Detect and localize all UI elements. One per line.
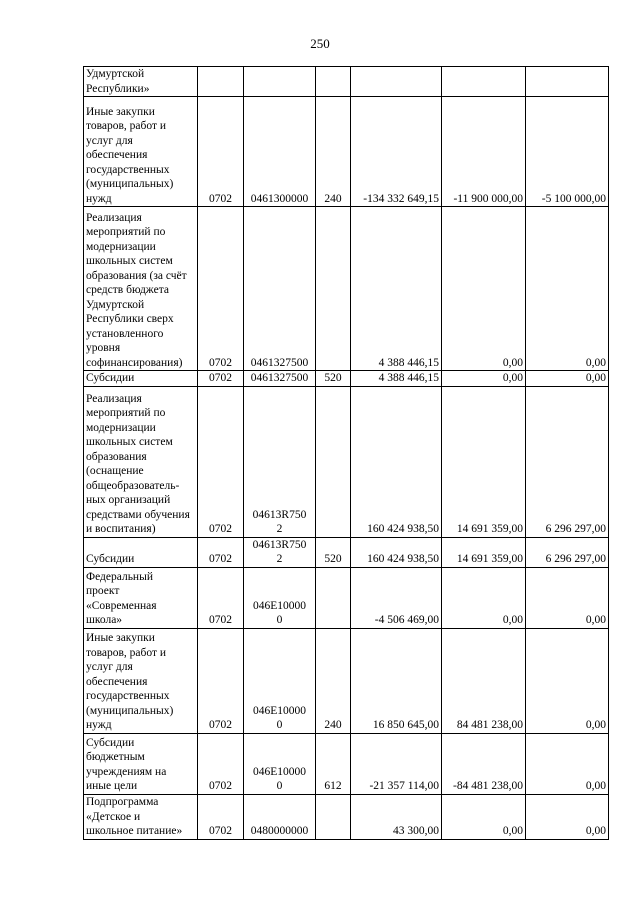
target-article-cell: [244, 97, 316, 207]
target-article-cell: [244, 794, 316, 839]
amount-year2-cell: 84 481 238,00: [442, 628, 526, 733]
expense-type-cell: 520: [316, 537, 351, 567]
row-name-line: школа»: [86, 614, 123, 626]
amount-year2-cell: -11 900 000,00: [442, 97, 526, 207]
amount-year1-cell: 16 850 645,00: [351, 628, 442, 733]
row-name-cell: [84, 386, 198, 537]
expense-type-cell: [316, 794, 351, 839]
row-name-line: школьных систем: [86, 255, 173, 267]
target-article-cell: [244, 67, 316, 97]
row-name-line: «Детское и: [86, 810, 141, 823]
amount-year2-cell: 14 691 359,00: [442, 386, 526, 537]
target-article-line: 0: [276, 719, 283, 731]
row-name-line: «Современная: [86, 599, 157, 612]
target-article-line: 0461300000: [250, 192, 309, 205]
target-article-line: 04613R750: [252, 538, 307, 551]
row-name-line: нужд: [86, 192, 112, 205]
table-row: [84, 567, 609, 628]
row-name-cell: [84, 371, 198, 387]
row-name-cell: [84, 207, 198, 371]
row-name-line: Удмуртской: [86, 298, 145, 311]
table-body: [84, 67, 609, 840]
row-name-cell: [84, 537, 198, 567]
row-name-line: государственных: [86, 163, 170, 176]
section-code-cell: [198, 67, 244, 97]
budget-table: [83, 66, 609, 840]
table-row: [84, 628, 609, 733]
row-name-line: Реализация: [86, 392, 142, 405]
row-name-line: ных организаций: [86, 494, 171, 506]
row-name-line: Республики»: [86, 82, 150, 95]
section-code-cell: 0702: [198, 386, 244, 537]
row-name-line: мероприятий по: [86, 226, 166, 238]
row-name-line: мероприятий по: [86, 407, 166, 419]
expense-type-cell: [316, 386, 351, 537]
table-row: [84, 207, 609, 371]
row-name-line: обеспечения: [86, 149, 148, 161]
expense-type-cell: 240: [316, 97, 351, 207]
amount-year3-cell: 0,00: [526, 733, 609, 794]
row-name-line: модернизации: [86, 240, 156, 253]
amount-year2-cell: 14 691 359,00: [442, 537, 526, 567]
row-name-line: (муниципальных): [86, 178, 174, 190]
row-name-line: Удмуртской: [86, 68, 145, 80]
section-code-cell: 0702: [198, 537, 244, 567]
row-name-line: Федеральный: [86, 570, 153, 583]
target-article-line: 046E10000: [252, 765, 307, 778]
table-row: [84, 67, 609, 97]
row-name-cell: [84, 733, 198, 794]
amount-year1-cell: 160 424 938,50: [351, 537, 442, 567]
row-name-line: государственных: [86, 690, 170, 702]
table-row: [84, 794, 609, 839]
section-code-cell: 0702: [198, 628, 244, 733]
target-article-line: 2: [276, 553, 283, 565]
amount-year3-cell: 6 296 297,00: [526, 386, 609, 537]
row-name-line: Субсидии: [86, 372, 135, 384]
expense-type-cell: [316, 567, 351, 628]
row-name-cell: [84, 794, 198, 839]
row-name-line: (муниципальных): [86, 704, 174, 717]
row-name-line: образования: [86, 450, 147, 463]
target-article-cell: [244, 371, 316, 387]
row-name-line: бюджетным: [86, 751, 145, 763]
amount-year2-cell: 0,00: [442, 794, 526, 839]
target-article-line: 0: [276, 780, 283, 792]
table-row: [84, 537, 609, 567]
amount-year3-cell: [526, 67, 609, 97]
amount-year2-cell: [442, 67, 526, 97]
target-article-cell: [244, 567, 316, 628]
amount-year1-cell: -21 357 114,00: [351, 733, 442, 794]
row-name-line: уровня: [86, 342, 121, 354]
row-name-line: образования (за счёт: [86, 269, 187, 282]
target-article-cell: [244, 733, 316, 794]
row-name-cell: [84, 567, 198, 628]
target-article-line: 046E10000: [252, 704, 307, 717]
amount-year3-cell: 0,00: [526, 628, 609, 733]
amount-year2-cell: 0,00: [442, 207, 526, 371]
row-name-line: учреждениям на: [86, 765, 167, 778]
expense-type-cell: [316, 207, 351, 371]
amount-year1-cell: -134 332 649,15: [351, 97, 442, 207]
row-name-line: Республики сверх: [86, 313, 174, 325]
section-code-cell: 0702: [198, 733, 244, 794]
target-article-line: 0461327500: [250, 356, 309, 369]
amount-year2-cell: 0,00: [442, 371, 526, 387]
row-name-line: средств бюджета: [86, 284, 169, 296]
row-name-line: товаров, работ и: [86, 120, 167, 132]
amount-year1-cell: 4 388 446,15: [351, 207, 442, 371]
target-article-cell: [244, 537, 316, 567]
amount-year1-cell: 4 388 446,15: [351, 371, 442, 387]
target-article-cell: [244, 207, 316, 371]
section-code-cell: 0702: [198, 794, 244, 839]
target-article-line: 046E10000: [252, 599, 307, 612]
amount-year2-cell: -84 481 238,00: [442, 733, 526, 794]
row-name-cell: [84, 67, 198, 97]
amount-year3-cell: 0,00: [526, 794, 609, 839]
section-code-cell: 0702: [198, 97, 244, 207]
target-article-line: 0480000000: [250, 825, 309, 837]
row-name-line: установленного: [86, 327, 164, 340]
row-name-line: общеобразователь-: [86, 479, 180, 492]
row-name-line: и воспитания): [86, 523, 156, 535]
amount-year1-cell: 43 300,00: [351, 794, 442, 839]
target-article-cell: [244, 628, 316, 733]
expense-type-cell: 520: [316, 371, 351, 387]
amount-year3-cell: 6 296 297,00: [526, 537, 609, 567]
expense-type-cell: 612: [316, 733, 351, 794]
row-name-line: Подпрограмма: [86, 796, 159, 808]
row-name-line: обеспечения: [86, 675, 148, 688]
row-name-line: проект: [86, 585, 120, 597]
expense-type-cell: 240: [316, 628, 351, 733]
row-name-line: Реализация: [86, 211, 142, 224]
table-row: [84, 386, 609, 537]
row-name-line: (оснащение: [86, 465, 144, 477]
amount-year3-cell: 0,00: [526, 207, 609, 371]
section-code-cell: 0702: [198, 371, 244, 387]
target-article-line: 04613R750: [252, 508, 307, 521]
row-name-line: нужд: [86, 719, 112, 731]
amount-year1-cell: [351, 67, 442, 97]
row-name-line: Субсидии: [86, 553, 135, 565]
row-name-cell: [84, 628, 198, 733]
amount-year3-cell: 0,00: [526, 567, 609, 628]
row-name-line: Иные закупки: [86, 632, 155, 644]
row-name-line: услуг для: [86, 661, 133, 673]
target-article-cell: [244, 386, 316, 537]
expense-type-cell: [316, 67, 351, 97]
row-name-line: услуг для: [86, 134, 133, 147]
target-article-line: 2: [276, 523, 283, 535]
amount-year2-cell: 0,00: [442, 567, 526, 628]
table-row: [84, 97, 609, 207]
amount-year3-cell: -5 100 000,00: [526, 97, 609, 207]
row-name-line: средствами обучения: [86, 508, 190, 521]
section-code-cell: 0702: [198, 207, 244, 371]
target-article-line: 0: [276, 614, 283, 626]
row-name-cell: [84, 97, 198, 207]
row-name-line: модернизации: [86, 421, 156, 434]
row-name-line: Субсидии: [86, 736, 135, 749]
table-row: [84, 371, 609, 387]
page-number: 250: [310, 36, 330, 51]
amount-year1-cell: -4 506 469,00: [351, 567, 442, 628]
amount-year3-cell: 0,00: [526, 371, 609, 387]
row-name-line: школьное питание»: [86, 825, 183, 837]
target-article-line: 0461327500: [250, 372, 309, 384]
table-row: [84, 733, 609, 794]
amount-year1-cell: 160 424 938,50: [351, 386, 442, 537]
row-name-line: товаров, работ и: [86, 646, 167, 659]
row-name-line: иные цели: [86, 780, 138, 792]
row-name-line: школьных систем: [86, 436, 173, 448]
section-code-cell: 0702: [198, 567, 244, 628]
row-name-line: Иные закупки: [86, 105, 155, 118]
row-name-line: софинансирования): [86, 356, 183, 369]
